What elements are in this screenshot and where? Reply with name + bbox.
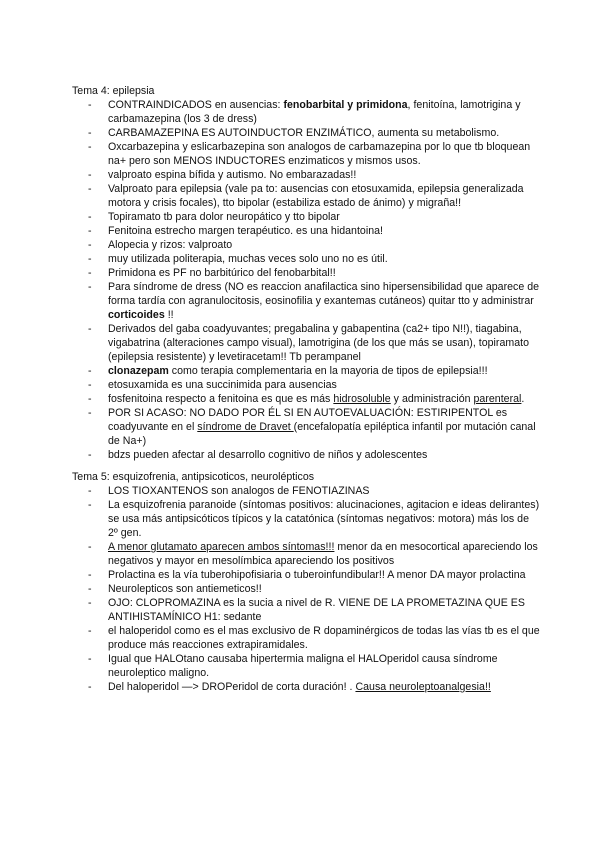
text-run: Para síndrome de dress (NO es reaccion anafilactica sino hipersensibilidad que aparece de forma tardía con agranulocitosis, eosinofilia y exantemas cutáneos) quitar tto y administrar (108, 281, 540, 307)
list-item (72, 652, 540, 680)
text-run: Primidona es PF no barbitúrico del fenobarbital!! (108, 267, 336, 279)
underlined-text: parenteral (473, 393, 522, 405)
text-run: valproato espina bífida y autismo. No embarazadas!! (108, 169, 357, 181)
text-run: OJO: CLOPROMAZINA es la sucia a nivel de R. VIENE DE LA PROMETAZINA QUE ES ANTIHISTAMÍNICO H1: sedante (108, 597, 525, 623)
section-title: Tema 4: epilepsia (72, 85, 155, 97)
bullet-list (72, 98, 540, 462)
text-run: CARBAMAZEPINA ES AUTOINDUCTOR ENZIMÁTICO, aumenta su metabolismo. (108, 127, 500, 139)
list-item (72, 224, 540, 238)
list-item (72, 266, 540, 280)
text-run: Derivados del gaba coadyuvantes; pregabalina y gabapentina (ca2+ tipo N!!), tiagabina, vigabatrina (alteraciones campo visual), lamotrigina (de los que más se usan), topiramato (epilepsia resistente) y levetiracetam!! Tb perampanel (108, 323, 530, 363)
text-run: POR SI ACASO: NO DADO POR ÉL SI EN AUTOEVALUACIÓN: ESTIRIPENTOL es coadyuvante en el (108, 407, 508, 433)
text-run: menor da en mesocortical apareciendo los negativos y mayor en mesolímbica apareciendo los positivos (108, 541, 538, 567)
text-run: CONTRAINDICADOS en ausencias: (108, 99, 284, 111)
text-run: Del haloperidol —> DROPeridol de corta duración! . (108, 681, 356, 693)
list-item (72, 252, 540, 266)
bold-text: fenobarbital y primidona (283, 99, 408, 111)
list-item (72, 140, 540, 168)
list-item (72, 322, 540, 364)
text-run: muy utilizada politerapia, muchas veces solo uno no es útil. (108, 253, 388, 265)
list-item (72, 498, 540, 540)
list-item (72, 680, 540, 694)
text-run: La esquizofrenia paranoide (síntomas positivos: alucinaciones, agitacion e ideas delirantes) se usa más antipsicóticos típicos y la catatónica (síntomas negativos: motora) más los de 2º gen. (108, 499, 540, 539)
text-run: Igual que HALOtano causaba hipertermia maligna el HALOperidol causa síndrome neuroleptico maligno. (108, 653, 498, 679)
text-run: etosuxamida es una succinimida para ausencias (108, 379, 337, 391)
section-tema-5 (72, 470, 540, 694)
text-run: Fenitoina estrecho margen terapéutico. es una hidantoina! (108, 225, 383, 237)
text-run: !! (164, 309, 174, 321)
list-item (72, 568, 540, 582)
list-item (72, 98, 540, 126)
list-item (72, 540, 540, 568)
list-item (72, 238, 540, 252)
text-run: Topiramato tb para dolor neuropático y tto bipolar (108, 211, 340, 223)
list-item (72, 392, 540, 406)
text-run: Prolactina es la vía tuberohipofisiaria o tuberoinfundibular!! A menor DA mayor prolactina (108, 569, 526, 581)
list-item (72, 378, 540, 392)
list-item (72, 168, 540, 182)
text-run: Valproato para epilepsia (vale pa to: ausencias con etosuxamida, epilepsia generalizada motora y crisis focales), tto bipolar (estabiliza estado de ánimo) y migraña!! (108, 183, 524, 209)
section-tema-4 (72, 84, 540, 462)
underlined-text: síndrome de Dravet (197, 421, 294, 433)
list-item (72, 484, 540, 498)
section-title: Tema 5: esquizofrenia, antipsicoticos, neurolépticos (72, 471, 315, 483)
text-run: Oxcarbazepina y eslicarbazepina son analogos de carbamazepina por lo que tb bloquean na+ pero son MENOS INDUCTORES enzimaticos y mismos usos. (108, 141, 531, 167)
list-item (72, 624, 540, 652)
document-page (72, 84, 540, 702)
underlined-text: hidrosoluble (333, 393, 391, 405)
bold-text: corticoides (108, 309, 165, 321)
text-run: fosfenitoina respecto a fenitoina es que es más (108, 393, 334, 405)
text-run: Alopecia y rizos: valproato (108, 239, 233, 251)
underlined-text: A menor glutamato aparecen ambos síntomas!!! (108, 541, 335, 553)
text-run: , fenitoína, lamotrigina y carbamazepina (los 3 de dress) (108, 99, 521, 125)
list-item (72, 364, 540, 378)
text-run: (encefalopatía epiléptica infantil por mutación canal de Na+) (108, 421, 536, 447)
underlined-text: Causa neuroleptoanalgesia!! (355, 681, 491, 693)
list-item (72, 406, 540, 448)
list-item (72, 448, 540, 462)
list-item (72, 582, 540, 596)
text-run: el haloperidol como es el mas exclusivo de R dopaminérgicos de todas las vías tb es el que produce más reacciones extrapiramidales. (108, 625, 540, 651)
text-run: Neurolepticos son antiemeticos!! (108, 583, 262, 595)
list-item (72, 182, 540, 210)
list-item (72, 126, 540, 140)
list-item (72, 210, 540, 224)
text-run: . (521, 393, 525, 405)
text-run: bdzs pueden afectar al desarrollo cognitivo de niños y adolescentes (108, 449, 428, 461)
text-run: y administración (390, 393, 474, 405)
list-item (72, 280, 540, 322)
text-run: LOS TIOXANTENOS son analogos de FENOTIAZINAS (108, 485, 370, 497)
bold-text: clonazepam (108, 365, 169, 377)
list-item (72, 596, 540, 624)
bullet-list (72, 484, 540, 694)
text-run: como terapia complementaria en la mayoria de tipos de epilepsia!!! (168, 365, 488, 377)
